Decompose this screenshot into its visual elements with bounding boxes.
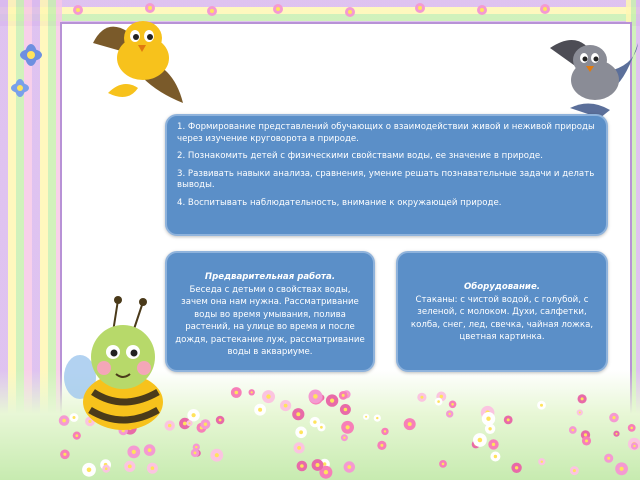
meadow-flower-center — [633, 445, 635, 447]
blue-flower-icon — [6, 40, 56, 110]
meadow-flower-center — [215, 453, 219, 457]
meadow-flower-center — [449, 413, 451, 415]
meadow-flower-center — [572, 429, 575, 432]
meadow-flower-center — [442, 463, 445, 466]
equipment-panel — [396, 251, 608, 372]
goal-item-1: 1. Формирование представлений обучающих о взаимодействии живой и неживой природы через изучение круговорота в природе. — [177, 122, 595, 144]
meadow-flower-center — [105, 467, 108, 470]
meadow-flower-center — [258, 408, 262, 412]
meadow-flower-center — [515, 466, 518, 469]
meadow-flower-center — [541, 461, 543, 463]
meadow-flower-center — [313, 420, 316, 423]
meadow-flower-center — [376, 417, 378, 419]
meadow-flower-center — [581, 397, 584, 400]
preparation-text: Беседа с детьми о свойствах воды, зачем она нам нужна. Рассматривание воды во время умывания, полива растений, на улице во время и после дождя, растекание луж, рассматривание воды в аквариуме. — [175, 284, 365, 357]
meadow-flower-center — [620, 467, 624, 471]
meadow-flower-center — [451, 403, 454, 406]
meadow-flower-center — [346, 425, 350, 429]
meadow-flower-center — [585, 439, 588, 442]
yellow-bird-icon — [88, 8, 188, 108]
meadow-flower-center — [297, 446, 301, 450]
meadow-flower-center — [320, 426, 323, 429]
meadow-flower-center — [573, 469, 576, 472]
meadow-flower-center — [494, 455, 497, 458]
goal-item-2: 2. Познакомить детей с физическими свойствами воды, ее значение в природе. — [177, 151, 543, 162]
meadow-flower-center — [440, 395, 443, 398]
meadow-flower-center — [195, 446, 197, 448]
meadow-flower-center — [313, 394, 318, 399]
meadow-flower-center — [380, 444, 383, 447]
meadow-flower-center — [324, 470, 328, 474]
meadow-flower-center — [284, 404, 288, 408]
meadow-flower-center — [478, 438, 483, 443]
meadow-flower-center — [189, 422, 191, 424]
meadow-flower-center — [251, 391, 253, 393]
meadow-flower-center — [204, 423, 207, 426]
preparation-title: Предварительная работа. — [204, 272, 336, 282]
preparation-panel — [165, 251, 375, 372]
meadow-flower-center — [194, 452, 197, 455]
goal-item-3: 3. Развивать навыки анализа, сравнения, умение решать познавательные задачи и делать выводы. — [177, 168, 595, 191]
meadow-flower-center — [437, 400, 440, 403]
equipment-text: Стаканы: с чистой водой, с голубой, с зеленой, с молоком. Духи, салфетки, колба, снег, лед, свечка, чайная ложка, цветная картинка. — [410, 294, 594, 342]
meadow-flower-center — [584, 433, 587, 436]
meadow-flower-center — [408, 422, 412, 426]
meadow-flower-center — [299, 430, 303, 434]
meadow-flower-center — [612, 416, 615, 419]
meadow-flower-center — [607, 457, 610, 460]
meadow-flower-center — [365, 416, 367, 418]
meadow-flower-center — [616, 433, 618, 435]
meadow-flower-center — [316, 463, 320, 467]
meadow-flower-center — [87, 468, 92, 473]
meadow-flower-center — [492, 443, 495, 446]
meadow-flower-center — [420, 396, 423, 399]
meadow-flower-center — [579, 412, 581, 414]
meadow-flower-center — [132, 450, 136, 454]
goal-item-4: 4. Воспитывать наблюдательность, внимание к окружающей природе. — [177, 197, 502, 208]
gray-bird-icon — [540, 28, 640, 118]
meadow-flower-center — [344, 408, 348, 412]
meadow-flower-center — [128, 465, 132, 469]
meadow-flower-center — [343, 437, 345, 439]
meadow-flower-center — [296, 412, 300, 416]
meadow-flower-center — [630, 427, 633, 430]
meadow-flower-center — [540, 404, 543, 407]
meadow-flower-center — [342, 394, 345, 397]
meadow-flower-center — [300, 464, 304, 468]
meadow-flower-center — [192, 413, 196, 417]
meadow-flower-center — [219, 419, 222, 422]
meadow-flower-center — [266, 394, 270, 398]
meadow-flower-center — [63, 453, 66, 456]
meadow-flower-center — [488, 427, 491, 430]
meadow-flower-center — [507, 418, 510, 421]
meadow-flower-center — [235, 391, 239, 395]
meadow-flower-center — [347, 465, 351, 469]
meadow-flower-center — [330, 399, 334, 403]
meadow-flower-center — [148, 448, 152, 452]
meadow-flower-center — [151, 466, 155, 470]
meadow-flower-center — [486, 417, 490, 421]
goals-panel — [165, 114, 608, 236]
equipment-title: Оборудование. — [463, 282, 541, 292]
meadow-flower-center — [384, 430, 386, 432]
